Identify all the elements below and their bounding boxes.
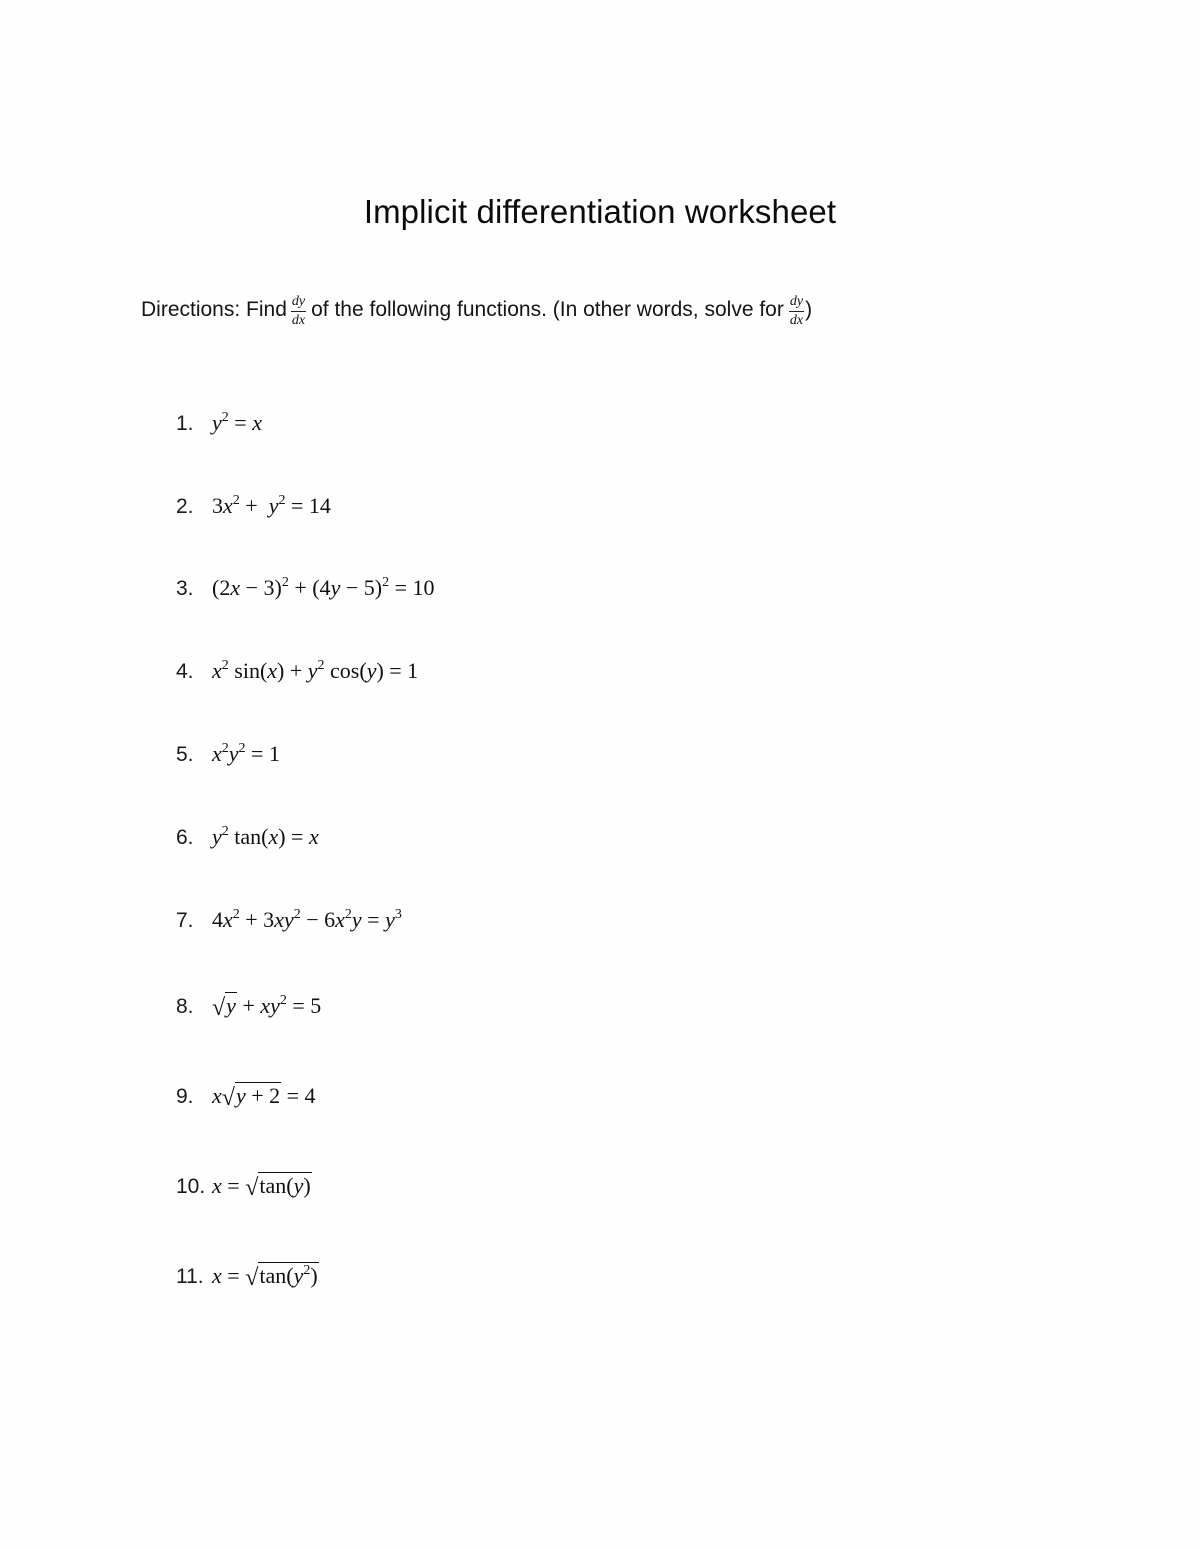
problem-equation: x √ y + 2 = 4	[212, 1083, 316, 1111]
problem-number: 1.	[176, 412, 194, 435]
problem-item	[176, 575, 434, 607]
square-root: √ y	[212, 993, 236, 1021]
problem-number: 4.	[176, 660, 194, 683]
problem-equation: √ y + $xy^2 = 5$	[212, 993, 322, 1021]
fraction-numerator: dy	[291, 295, 306, 312]
problem-item	[176, 1172, 312, 1204]
problem-number: 7.	[176, 909, 194, 932]
problem-number: 11.	[176, 1265, 204, 1288]
fraction-denominator: dx	[291, 312, 306, 328]
directions-prefix: Directions: Find	[141, 298, 287, 321]
square-root: √ tan(y)	[245, 1173, 311, 1201]
problem-equation: $y^2 = x$	[212, 410, 262, 435]
problem-equation: x = √ $\tan(y^2)$	[212, 1263, 318, 1291]
problem-item	[176, 1262, 319, 1294]
problem-number: 2.	[176, 495, 194, 518]
problem-number: 9.	[176, 1085, 194, 1108]
problem-item	[176, 741, 280, 773]
problem-item	[176, 907, 402, 939]
problem-equation: x = √ tan(y)	[212, 1173, 311, 1201]
directions	[141, 286, 812, 334]
problem-item	[176, 824, 319, 856]
square-root: √ $\tan(y^2)$	[245, 1263, 318, 1291]
problem-equation: $3x^2 + y^2 = 14$	[212, 493, 331, 518]
problem-item	[176, 658, 418, 690]
problem-number: 3.	[176, 577, 194, 600]
problem-item	[176, 493, 331, 525]
problem-number: 10.	[176, 1175, 206, 1198]
problem-number: 5.	[176, 743, 194, 766]
directions-suffix: )	[805, 298, 813, 321]
problem-equation: $x^2y^2 = 1$	[212, 741, 280, 766]
problem-equation: $(2x - 3)^2 + (4y - 5)^2 = 10$	[212, 575, 435, 600]
fraction-numerator: dy	[789, 295, 804, 312]
problem-item	[176, 992, 321, 1024]
problem-item	[176, 1082, 316, 1114]
fraction-denominator: dx	[789, 312, 804, 328]
dy-dx-fraction	[789, 295, 804, 328]
directions-middle: of the following functions. (In other words, solve for	[311, 298, 784, 321]
square-root: √ y + 2	[221, 1083, 281, 1111]
page-title: Implicit differentiation worksheet	[363, 193, 837, 230]
problem-number: 6.	[176, 826, 194, 849]
problem-number: 8.	[176, 995, 194, 1018]
problem-equation: $y^2$ tan(x) = x	[212, 824, 319, 849]
dy-dx-fraction	[291, 295, 306, 328]
problem-equation: $4x^2 + 3xy^2 - 6x^2y = y^3$	[212, 907, 402, 932]
problem-item	[176, 410, 262, 442]
problem-equation: $x^2$ $\sin(x) + y^2$ cos(y) = 1	[212, 658, 419, 683]
